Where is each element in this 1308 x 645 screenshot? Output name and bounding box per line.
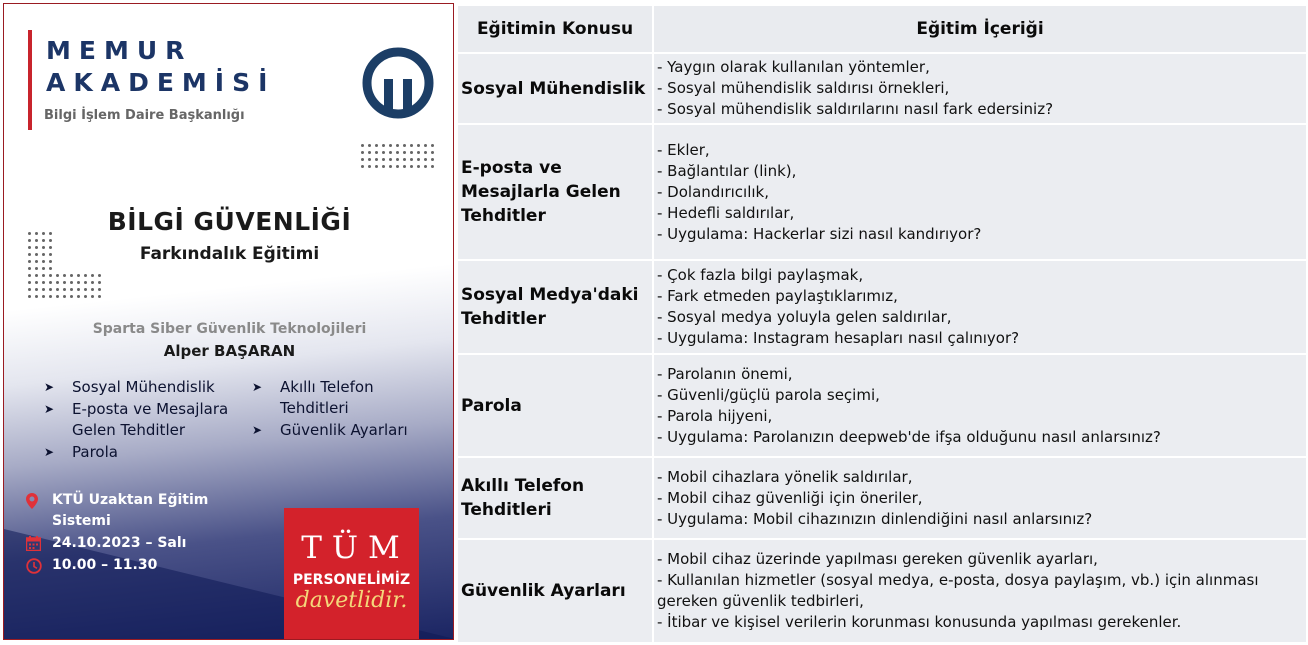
dot — [431, 165, 434, 168]
dot — [63, 295, 66, 298]
dot — [368, 158, 371, 161]
dot — [63, 274, 66, 277]
poster-topic-item — [44, 377, 215, 398]
content-item: - Uygulama: Hackerlar sizi nasıl kandırıyor? — [657, 224, 982, 243]
dot — [63, 288, 66, 291]
brand-accent-bar — [28, 30, 32, 130]
dot — [389, 151, 392, 154]
brand-line-2: AKADEMİSİ — [46, 68, 276, 97]
event-poster — [3, 3, 454, 640]
dot — [361, 165, 364, 168]
dot — [382, 158, 385, 161]
clock-icon — [26, 558, 42, 574]
dot — [389, 158, 392, 161]
dot — [35, 295, 38, 298]
dot — [396, 165, 399, 168]
dot — [56, 295, 59, 298]
dot — [91, 288, 94, 291]
poster-topic-label: Parola — [72, 443, 118, 461]
dot — [361, 151, 364, 154]
ktu-logo-icon — [362, 47, 434, 119]
dot — [77, 295, 80, 298]
time-text: 10.00 – 11.30 — [52, 557, 158, 573]
dot — [98, 281, 101, 284]
table-row — [457, 53, 1307, 124]
dot — [410, 158, 413, 161]
poster-topic-label: Güvenlik Ayarları — [280, 421, 408, 439]
content-item: - Hedefli saldırılar, — [657, 203, 795, 222]
content-item: - Uygulama: Parolanızın deepweb'de ifşa olduğunu nasıl anlarsınız? — [657, 427, 1161, 446]
dot — [431, 144, 434, 147]
dot — [42, 239, 45, 242]
dot — [84, 274, 87, 277]
dot — [49, 295, 52, 298]
dot — [389, 165, 392, 168]
dot — [361, 144, 364, 147]
dot — [403, 151, 406, 154]
dot — [417, 158, 420, 161]
dot — [368, 144, 371, 147]
dot — [403, 165, 406, 168]
event-time — [26, 555, 157, 576]
table-row — [457, 354, 1307, 457]
dot — [375, 158, 378, 161]
dot — [410, 165, 413, 168]
row-topic: Akıllı Telefon Tehditleri — [457, 457, 653, 539]
calendar-icon — [26, 536, 42, 552]
event-location — [26, 490, 208, 532]
badge-line-3: davetlidir. — [295, 588, 408, 613]
content-item: - Sosyal mühendislik saldırısı örnekleri, — [657, 79, 950, 97]
dot — [382, 144, 385, 147]
content-item: - Mobil cihazlara yönelik saldırılar, — [657, 467, 913, 486]
content-item: - Dolandırıcılık, — [657, 182, 770, 201]
dot — [42, 267, 45, 270]
poster-topic-label: Gelen Tehditler — [72, 421, 186, 439]
dot — [49, 281, 52, 284]
content-item: - Mobil cihaz güvenliği için öneriler, — [657, 488, 923, 507]
dot — [396, 151, 399, 154]
row-content — [653, 53, 1307, 124]
dot — [35, 239, 38, 242]
dot — [70, 295, 73, 298]
dot — [368, 165, 371, 168]
content-item: - Bağlantılar (link), — [657, 161, 797, 180]
arrow-icon: ➤ — [44, 402, 55, 416]
dot — [382, 151, 385, 154]
dot — [70, 274, 73, 277]
table-row — [457, 124, 1307, 260]
content-item: - Sosyal medya yoluyla gelen saldırılar, — [657, 308, 952, 326]
row-topic: Güvenlik Ayarları — [457, 539, 653, 643]
dot — [28, 288, 31, 291]
dot — [417, 144, 420, 147]
dot — [35, 281, 38, 284]
table-header-row — [457, 5, 1307, 53]
row-content — [653, 457, 1307, 539]
poster-topic-label: Sosyal Mühendislik — [72, 378, 215, 396]
arrow-icon: ➤ — [252, 423, 263, 437]
dot — [84, 288, 87, 291]
content-item: - İtibar ve kişisel verilerin korunması konusunda yapılması gerekenler. — [657, 613, 1182, 631]
poster-title: BİLGİ GÜVENLİĞİ — [107, 207, 352, 236]
dot — [77, 288, 80, 291]
poster-topic-label: Tehditleri — [280, 399, 349, 417]
location-line-1: KTÜ Uzaktan Eğitim — [52, 492, 209, 508]
dot — [410, 151, 413, 154]
dot — [382, 165, 385, 168]
dot — [375, 151, 378, 154]
dot — [431, 151, 434, 154]
badge-line-1: TÜM — [301, 530, 410, 566]
arrow-icon: ➤ — [252, 380, 263, 394]
speaker-name: Alper BAŞARAN — [163, 342, 296, 360]
content-item: - Sosyal mühendislik saldırılarını nasıl fark edersiniz? — [657, 100, 1054, 118]
dot — [63, 281, 66, 284]
dot — [403, 144, 406, 147]
poster-topic-label: E-posta ve Mesajlara — [72, 400, 229, 418]
dot — [375, 144, 378, 147]
dot — [28, 239, 31, 242]
dot — [70, 281, 73, 284]
dot — [49, 274, 52, 277]
row-content — [653, 260, 1307, 354]
row-content — [653, 354, 1307, 457]
invitation-badge — [284, 508, 419, 640]
brand-subtitle: Bilgi İşlem Daire Başkanlığı — [44, 108, 245, 123]
dot — [424, 144, 427, 147]
dot — [56, 274, 59, 277]
table-row — [457, 539, 1307, 643]
content-item: - Parolanın önemi, — [657, 364, 793, 383]
dot — [28, 295, 31, 298]
location-line-2: Sistemi — [52, 513, 111, 529]
poster-topic-item — [252, 377, 374, 419]
dot — [431, 158, 434, 161]
dot — [396, 144, 399, 147]
dot — [56, 288, 59, 291]
dot — [77, 281, 80, 284]
organization-name: Sparta Siber Güvenlik Teknolojileri — [92, 321, 367, 337]
dot — [98, 295, 101, 298]
badge-line-2: PERSONELİMİZ — [292, 572, 411, 588]
dot — [368, 151, 371, 154]
dot — [91, 295, 94, 298]
table-row — [457, 457, 1307, 539]
poster-topic-label: Akıllı Telefon — [280, 378, 374, 396]
brand-line-1: MEMUR — [46, 36, 193, 65]
poster-topic-item — [44, 399, 228, 441]
content-item: - Güvenli/güçlü parola seçimi, — [657, 385, 880, 404]
dot — [417, 165, 420, 168]
dot — [28, 267, 31, 270]
row-topic: Sosyal Mühendislik — [457, 53, 653, 124]
content-item: - Çok fazla bilgi paylaşmak, — [657, 266, 864, 284]
dot — [35, 288, 38, 291]
dot — [56, 281, 59, 284]
dot — [410, 144, 413, 147]
dot — [42, 295, 45, 298]
dot — [49, 288, 52, 291]
arrow-icon: ➤ — [44, 380, 55, 394]
row-content — [653, 539, 1307, 643]
dot — [70, 288, 73, 291]
content-item: - Mobil cihaz üzerinde yapılması gereken güvenlik ayarları, — [657, 550, 1098, 568]
dot — [49, 239, 52, 242]
dot — [403, 158, 406, 161]
dot — [77, 274, 80, 277]
header-content: Eğitim İçeriği — [653, 5, 1307, 53]
dot — [42, 281, 45, 284]
dot — [91, 274, 94, 277]
header-topic: Eğitimin Konusu — [457, 5, 653, 53]
row-topic: E-posta ve Mesajlarla Gelen Tehditler — [457, 124, 653, 260]
dot — [424, 151, 427, 154]
dot — [84, 295, 87, 298]
dot — [389, 144, 392, 147]
dot — [91, 281, 94, 284]
dot — [35, 274, 38, 277]
poster-topic-item — [252, 420, 408, 441]
dot — [42, 274, 45, 277]
dot — [28, 274, 31, 277]
date-text: 24.10.2023 – Salı — [52, 535, 187, 551]
dot — [49, 267, 52, 270]
row-topic: Sosyal Medya'daki Tehditler — [457, 260, 653, 354]
content-item: - Uygulama: Instagram hesapları nasıl çalınıyor? — [657, 329, 1020, 347]
content-item: - Fark etmeden paylaştıklarımız, — [657, 287, 898, 305]
poster-subtitle: Farkındalık Eğitimi — [139, 244, 320, 264]
poster-topic-item — [44, 442, 118, 463]
dot — [361, 158, 364, 161]
dot — [98, 288, 101, 291]
row-content — [653, 124, 1307, 260]
table-row — [457, 260, 1307, 354]
content-item: - Parola hijyeni, — [657, 406, 773, 425]
row-topic: Parola — [457, 354, 653, 457]
event-date — [26, 533, 186, 554]
content-item: - Yaygın olarak kullanılan yöntemler, — [657, 58, 930, 76]
dot — [424, 165, 427, 168]
content-item: - Kullanılan hizmetler (sosyal medya, e-posta, dosya paylaşım, vb.) için alınması gereken güvenlik tedbirleri, — [657, 571, 1259, 610]
location-pin-icon — [26, 493, 42, 509]
dot — [42, 288, 45, 291]
dot — [396, 158, 399, 161]
dot — [35, 267, 38, 270]
dot — [98, 274, 101, 277]
dot — [424, 158, 427, 161]
arrow-icon: ➤ — [44, 445, 55, 459]
dot — [28, 281, 31, 284]
training-content-table — [456, 4, 1308, 644]
dot — [417, 151, 420, 154]
dot — [375, 165, 378, 168]
content-item: - Ekler, — [657, 140, 710, 159]
content-item: - Uygulama: Mobil cihazınızın dinlendiğini nasıl anlarsınız? — [657, 509, 1093, 528]
dot — [84, 281, 87, 284]
